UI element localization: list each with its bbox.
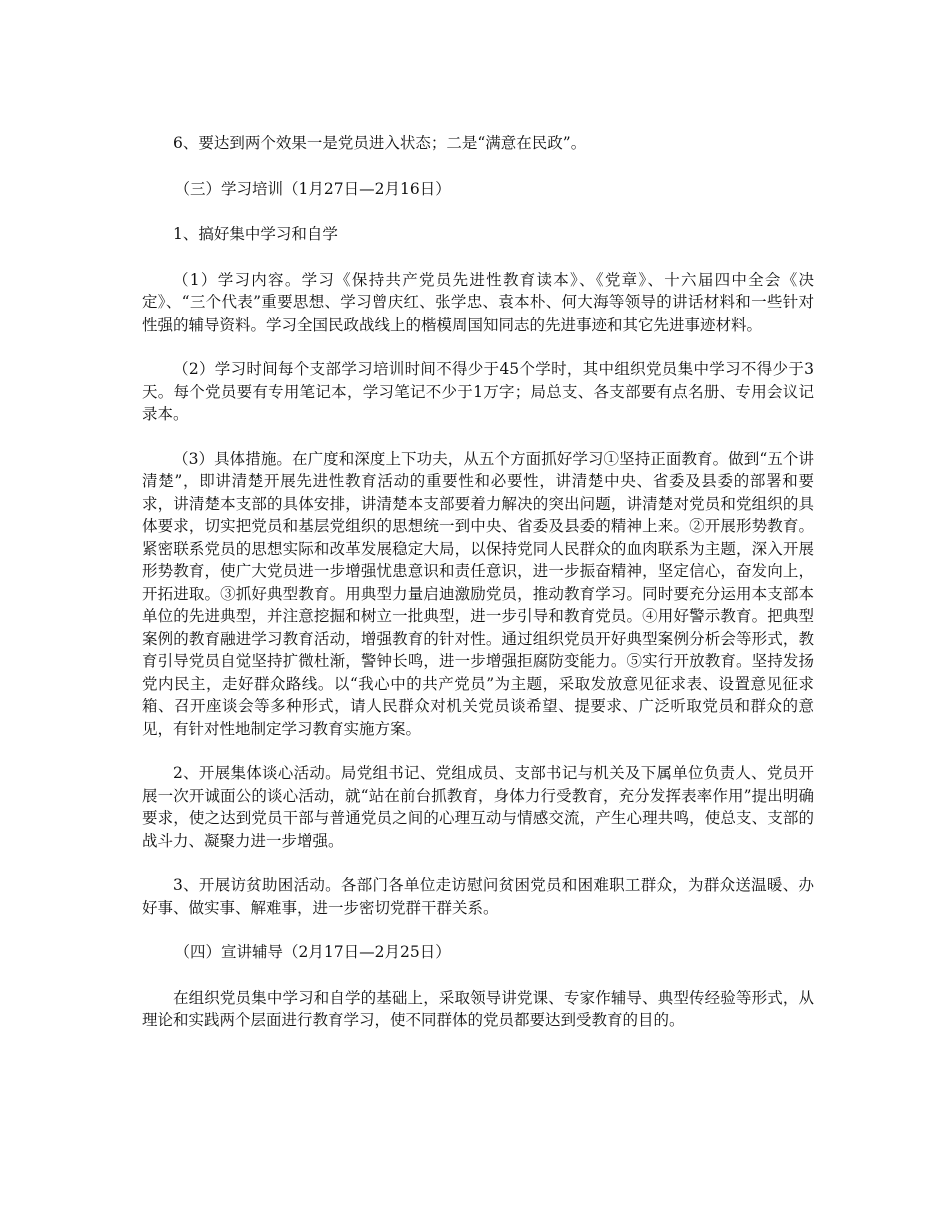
subheading-centralized-study: 1、搞好集中学习和自学: [173, 225, 338, 243]
paragraph-heart-to-heart: 2、开展集体谈心活动。局党组书记、党组成员、支部书记与机关及下属单位负责人、党员开展一次开诚面公的谈心活动，就“站在前台抓教育，身体力行受教育，充分发挥表率作用”提出明确要求，使之达到党员干部与普通党员之间的心理互动与情感交流，产生心理共鸣，使总支、支部的战斗力、凝聚力进一步增强。: [142, 764, 814, 850]
document-body: [142, 132, 814, 1054]
section-heading-study-training: （三）学习培训（1月27日—2月16日）: [174, 179, 451, 198]
paragraph-lecture-methods: 在组织党员集中学习和自学的基础上，采取领导讲党课、专家作辅导、典型传经验等形式，从理论和实践两个层面进行教育学习，使不同群体的党员都要达到受教育的目的。: [142, 988, 814, 1029]
paragraph-study-content: （1）学习内容。学习《保持共产党员先进性教育读本》、《党章》、十六届四中全会《决定》、“三个代表”重要思想、学习曾庆红、张学忠、袁本朴、何大海等领导的讲话材料和一些针对性强的辅导资料。学习全国民政战线上的楷模周国知同志的先进事迹和其它先进事迹材料。: [142, 270, 814, 334]
paragraph-study-time: （2）学习时间每个支部学习培训时间不得少于45个学时，其中组织党员集中学习不得少于3天。每个党员要有专用笔记本，学习笔记不少于1万字；局总支、各支部要有点名册、专用会议记录本。: [142, 360, 814, 423]
paragraph-specific-measures: （3）具体措施。在广度和深度上下功夫，从五个方面抓好学习①坚持正面教育。做到“五个讲清楚”，即讲清楚开展先进性教育活动的重要性和必要性，讲清楚中央、省委及县委的部署和要求，讲清楚本支部的具体安排，讲清楚本支部要着力解决的突出问题，讲清楚对党员和党组织的具体要求，切实把党员和基层党组织的思想统一到中央、省委及县委的精神上来。②开展形势教育。紧密联系党员的思想实际和改革发展稳定大局，以保持党同人民群众的血肉联系为主题，深入开展形势教育，使广大党员进一步增强忧患意识和责任意识，进一步振奋精神，坚定信心，奋发向上，开拓进取。③抓好典型教育。用典型力量启迪激励党员，推动教育学习。同时要充分运用本支部本单位的先进典型，并注意挖掘和树立一批典型，进一步引导和教育党员。④用好警示教育。把典型案例的教育融进学习教育活动，增强教育的针对性。通过组织党员开好典型案例分析会等形式，教育引导党员自觉坚持扩微杜渐，警钟长鸣，进一步增强拒腐防变能力。⑤实行开放教育。坚持发扬党内民主，走好群众路线。以“我心中的共产党员”为主题，采取发放意见征求表、设置意见征求箱、召开座谈会等多种形式，请人民群众对机关党员谈希望、提要求、广泛听取党员和群众的意见，有针对性地制定学习教育实施方案。: [142, 449, 814, 738]
section-heading-lectures: （四）宣讲辅导（2月17日—2月25日）: [174, 943, 451, 961]
paragraph-effects: 6、要达到两个效果一是党员进入状态；二是“满意在民政”。: [173, 134, 587, 152]
paragraph-poverty-visits: 3、开展访贫助困活动。各部门各单位走访慰问贫困党员和困难职工群众，为群众送温暖、办好事、做实事、解难事，进一步密切党群干群关系。: [142, 876, 814, 917]
